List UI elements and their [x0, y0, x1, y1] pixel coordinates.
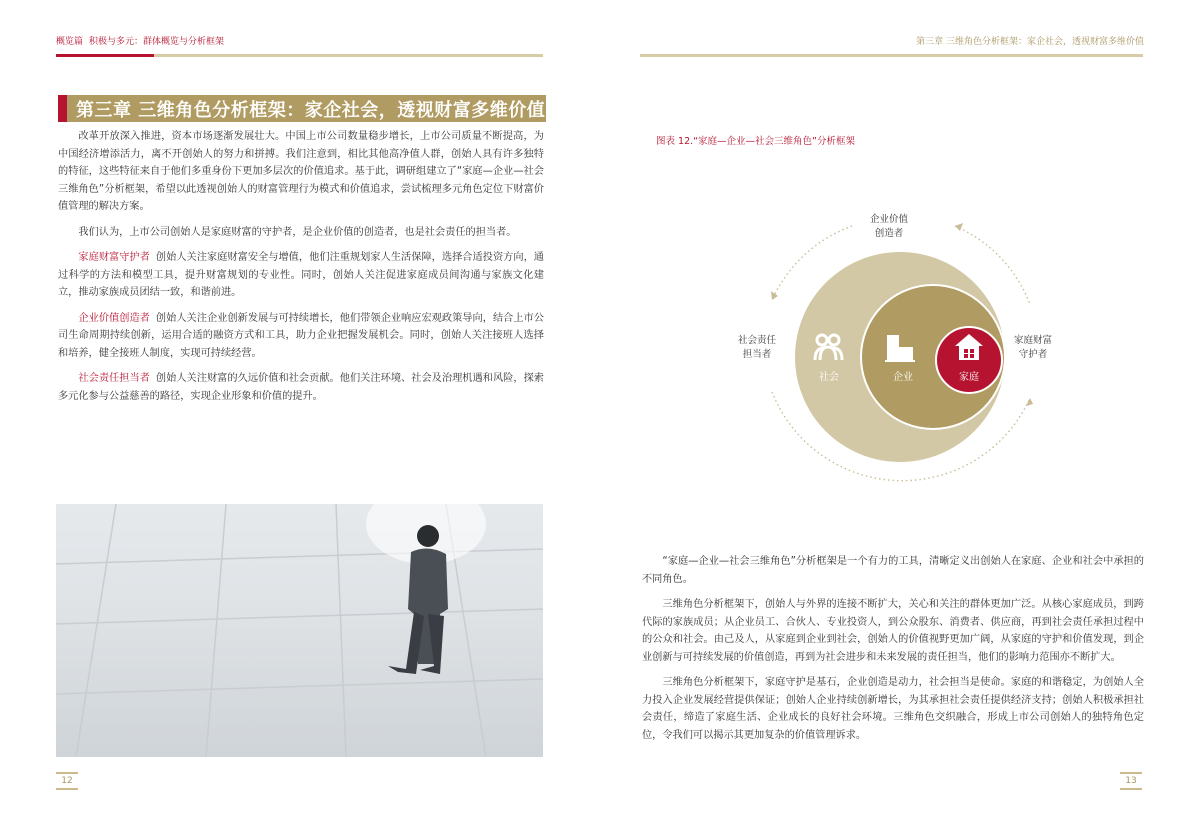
- circle-label-enterprise: 企业: [893, 372, 913, 383]
- section-title: 积极与多元：群体概览与分析框架: [89, 37, 225, 47]
- paragraph: 改革开放深入推进，资本市场逐渐发展壮大。中国上市公司数量稳步增长，上市公司质量不断提高，为中国经济增添活力，离不开创始人的努力和拼搏。我们注意到，相比其他高净值人群，创始人具有许多独特的特征，这些特征来自于他们多重身份下更加多层次的价值追求。基于此，调研组建立了“家庭—企业—社会三维角色”分析框架，希望以此透视创始人的财富管理行为模式和价值追求，尝试梳理多元角色定位下财富价值管理的解决方案。: [58, 131, 544, 212]
- label-enterprise-creator: 企业价值 创造者: [870, 214, 909, 239]
- page-number-right: 13: [1120, 770, 1142, 792]
- page-number-left: 12: [56, 770, 78, 792]
- arrowhead-icon: [771, 291, 778, 300]
- arrowhead-icon: [955, 223, 963, 231]
- paragraph: 社会责任担当者 创始人关注财富的久远价值和社会贡献。他们关注环境、社会及治理机遇和风险，探索多元化参与公益慈善的路径，实现企业形象和价值的提升。: [58, 373, 544, 402]
- running-header-right: 第三章 三维角色分析框架：家企社会，透视财富多维价值: [916, 37, 1144, 47]
- paragraph: 三维角色分析框架下，家庭守护是基石，企业创造是动力，社会担当是使命。家庭的和谐稳定，为创始人全力投入企业发展经营提供保证；创始人企业持续创新增长，为其承担社会责任提供经济支持；创始人积极承担社会责任，缔造了家庭生活、企业成长的良好社会环境。三维角色交织融合，形成上市公司创始人的独特角色定位，令我们可以揭示其更加复杂的价值管理诉求。: [642, 677, 1144, 741]
- label-family-wealth-guardian: 家庭财富 守护者: [1014, 335, 1053, 360]
- circle-label-family: 家庭: [959, 372, 979, 383]
- header-rule-right: [640, 54, 1143, 57]
- figure-title: 图表 12.“家庭—企业—社会三维角色”分析框架: [656, 136, 855, 147]
- arrowhead-icon: [1026, 398, 1033, 406]
- running-header-left: [56, 34, 230, 47]
- chapter-title: 第三章 三维角色分析框架：家企社会，透视财富多维价值: [76, 99, 546, 121]
- paragraph: 三维角色分析框架下，创始人与外界的连接不断扩大，关心和关注的群体更加广泛。从核心家庭成员，到跨代际的家族成员；从企业员工、合伙人、专业投资人，到公众股东、消费者、供应商，再到社会责任承担过程中的公众和社会。由己及人，从家庭到企业到社会，创始人的价值视野更加广阔，从家庭的守护和价值发现，到企业创新与可持续发展的价值创造，再到为社会进步和未来发展的责任担当，他们的影响力范围亦不断扩大。: [642, 599, 1144, 663]
- section-label: 概览篇: [56, 37, 84, 47]
- businessman-photo: [56, 504, 543, 757]
- keyword: 社会责任担当者: [78, 373, 150, 384]
- header-rule-left: [56, 54, 543, 57]
- paragraph: 家庭财富守护者 创始人关注家庭财富安全与增值，他们注重规划家人生活保障，选择合适投资方向，通过科学的方法和模型工具，提升财富规划的专业性。同时，创始人关注促进家庭成员间沟通与家族文化建立，推动家族成员团结一致，和谐前进。: [58, 252, 544, 298]
- keyword: 家庭财富守护者: [78, 252, 150, 263]
- paragraph: 我们认为，上市公司创始人是家庭财富的守护者，是企业价值的创造者，也是社会责任的担当者。: [78, 226, 517, 238]
- keyword: 企业价值创造者: [78, 312, 150, 324]
- label-social-responsibility: 社会责任 担当者: [738, 335, 777, 360]
- chapter-title-banner: [58, 95, 546, 122]
- right-body-text: [642, 553, 1144, 752]
- paragraph: “家庭—企业—社会三维角色”分析框架是一个有力的工具，清晰定义出创始人在家庭、企业和社会中承担的不同角色。: [642, 556, 1144, 585]
- left-body-text: [58, 128, 544, 413]
- paragraph: 企业价值创造者 创始人关注企业创新发展与可持续增长，他们带领企业响应宏观政策导向，结合上市公司生命周期持续创新，运用合适的融资方式和工具，助力企业把握发展机会。同时，创始人关注接班人选择和培养，健全接班人制度，实现可持续经营。: [58, 312, 544, 359]
- circle-label-society: 社会: [819, 372, 839, 383]
